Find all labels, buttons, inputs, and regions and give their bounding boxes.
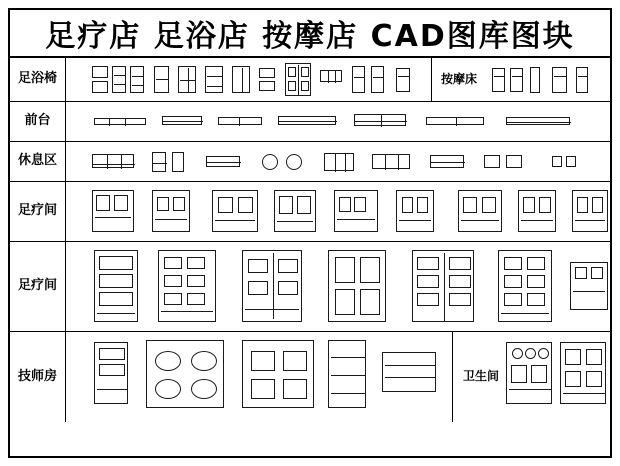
cad-block[interactable] [212, 190, 258, 232]
row-reception[interactable] [10, 102, 610, 142]
cad-block[interactable] [278, 116, 336, 125]
row-label-technician-room: 技师房 [10, 332, 66, 422]
sheet-title-bar [10, 10, 610, 58]
cad-block[interactable] [412, 250, 474, 322]
cad-block[interactable] [334, 190, 378, 232]
cad-block[interactable] [352, 66, 365, 93]
cad-block[interactable] [506, 155, 522, 168]
cad-block[interactable] [506, 117, 570, 125]
cad-block[interactable] [178, 66, 196, 93]
cad-block[interactable] [530, 67, 540, 93]
cad-block[interactable] [146, 340, 224, 408]
cad-block[interactable] [328, 250, 386, 322]
cad-block[interactable] [498, 250, 552, 322]
cad-block[interactable] [152, 152, 166, 172]
cad-block[interactable] [510, 68, 523, 92]
row-label-foot-bath-chairs: 足浴椅 [10, 58, 66, 101]
cad-block[interactable] [152, 190, 190, 232]
cad-sheet [8, 8, 612, 458]
row-label-reception: 前台 [10, 102, 66, 141]
cad-block[interactable] [92, 81, 108, 93]
row-foot-bath-chairs[interactable] [10, 58, 610, 102]
cad-block[interactable] [242, 250, 302, 322]
page-title: 足疗店 足浴店 按摩店 CAD图库图块 [45, 19, 575, 54]
cad-block[interactable] [372, 154, 410, 169]
row-cells-foot-therapy-room-large [66, 242, 610, 331]
cad-block[interactable] [94, 250, 138, 322]
cad-block[interactable] [506, 342, 552, 404]
row-cells-reception [66, 102, 610, 141]
cad-block[interactable] [112, 66, 126, 93]
row-label-foot-therapy-room-small: 足疗间 [10, 182, 66, 241]
row-sub-label-restroom: 卫生间 [462, 369, 499, 384]
row-cells-foot-therapy-room-small [66, 182, 610, 241]
cad-block[interactable] [328, 340, 366, 408]
cad-block[interactable] [262, 154, 278, 170]
cad-block[interactable] [396, 68, 410, 92]
cad-block[interactable] [94, 342, 128, 404]
cad-block[interactable] [242, 340, 314, 408]
cad-block[interactable] [154, 66, 169, 93]
cad-block[interactable] [232, 66, 250, 93]
row-sub-label-massage-bed: 按摩床 [440, 71, 477, 86]
cad-block[interactable] [92, 154, 134, 168]
library-rows [10, 58, 610, 422]
row-cells-technician-room [66, 332, 610, 422]
cad-block[interactable] [572, 190, 608, 232]
cad-block[interactable] [92, 66, 108, 78]
cad-block[interactable] [560, 342, 606, 404]
cad-block[interactable] [576, 67, 588, 93]
cad-block[interactable] [426, 117, 484, 125]
row-divider [452, 332, 453, 422]
cad-block[interactable] [518, 190, 556, 232]
row-cells-foot-bath-chairs [66, 58, 610, 101]
cad-block[interactable] [274, 190, 316, 232]
cad-block[interactable] [205, 66, 223, 93]
cad-block[interactable] [458, 190, 502, 232]
cad-block[interactable] [285, 63, 311, 96]
cad-block[interactable] [259, 81, 275, 91]
row-lounge[interactable] [10, 142, 610, 182]
cad-block[interactable] [492, 68, 505, 92]
cad-block[interactable] [430, 155, 464, 168]
cad-block[interactable] [371, 66, 384, 93]
row-label-lounge: 休息区 [10, 142, 66, 181]
cad-block[interactable] [396, 190, 434, 232]
cad-block[interactable] [286, 154, 302, 170]
cad-block[interactable] [218, 117, 262, 125]
cad-block[interactable] [552, 156, 562, 167]
cad-block[interactable] [94, 118, 146, 125]
row-foot-therapy-room-large[interactable] [10, 242, 610, 332]
cad-block[interactable] [354, 114, 406, 126]
cad-block[interactable] [566, 156, 576, 167]
cad-block[interactable] [320, 70, 342, 82]
cad-block[interactable] [206, 156, 240, 167]
cad-block[interactable] [130, 66, 144, 93]
cad-block[interactable] [158, 250, 216, 322]
row-foot-therapy-room-small[interactable] [10, 182, 610, 242]
cad-block[interactable] [324, 153, 354, 171]
cad-block[interactable] [484, 155, 500, 168]
row-label-foot-therapy-room-large: 足疗间 [10, 242, 66, 331]
row-technician-room[interactable] [10, 332, 610, 422]
cad-block[interactable] [172, 152, 184, 172]
cad-block[interactable] [570, 262, 608, 310]
cad-block[interactable] [259, 68, 275, 78]
row-cells-lounge [66, 142, 610, 181]
cad-block[interactable] [382, 352, 436, 392]
cad-block[interactable] [162, 116, 202, 125]
cad-block[interactable] [92, 190, 134, 232]
cad-block[interactable] [552, 67, 567, 93]
